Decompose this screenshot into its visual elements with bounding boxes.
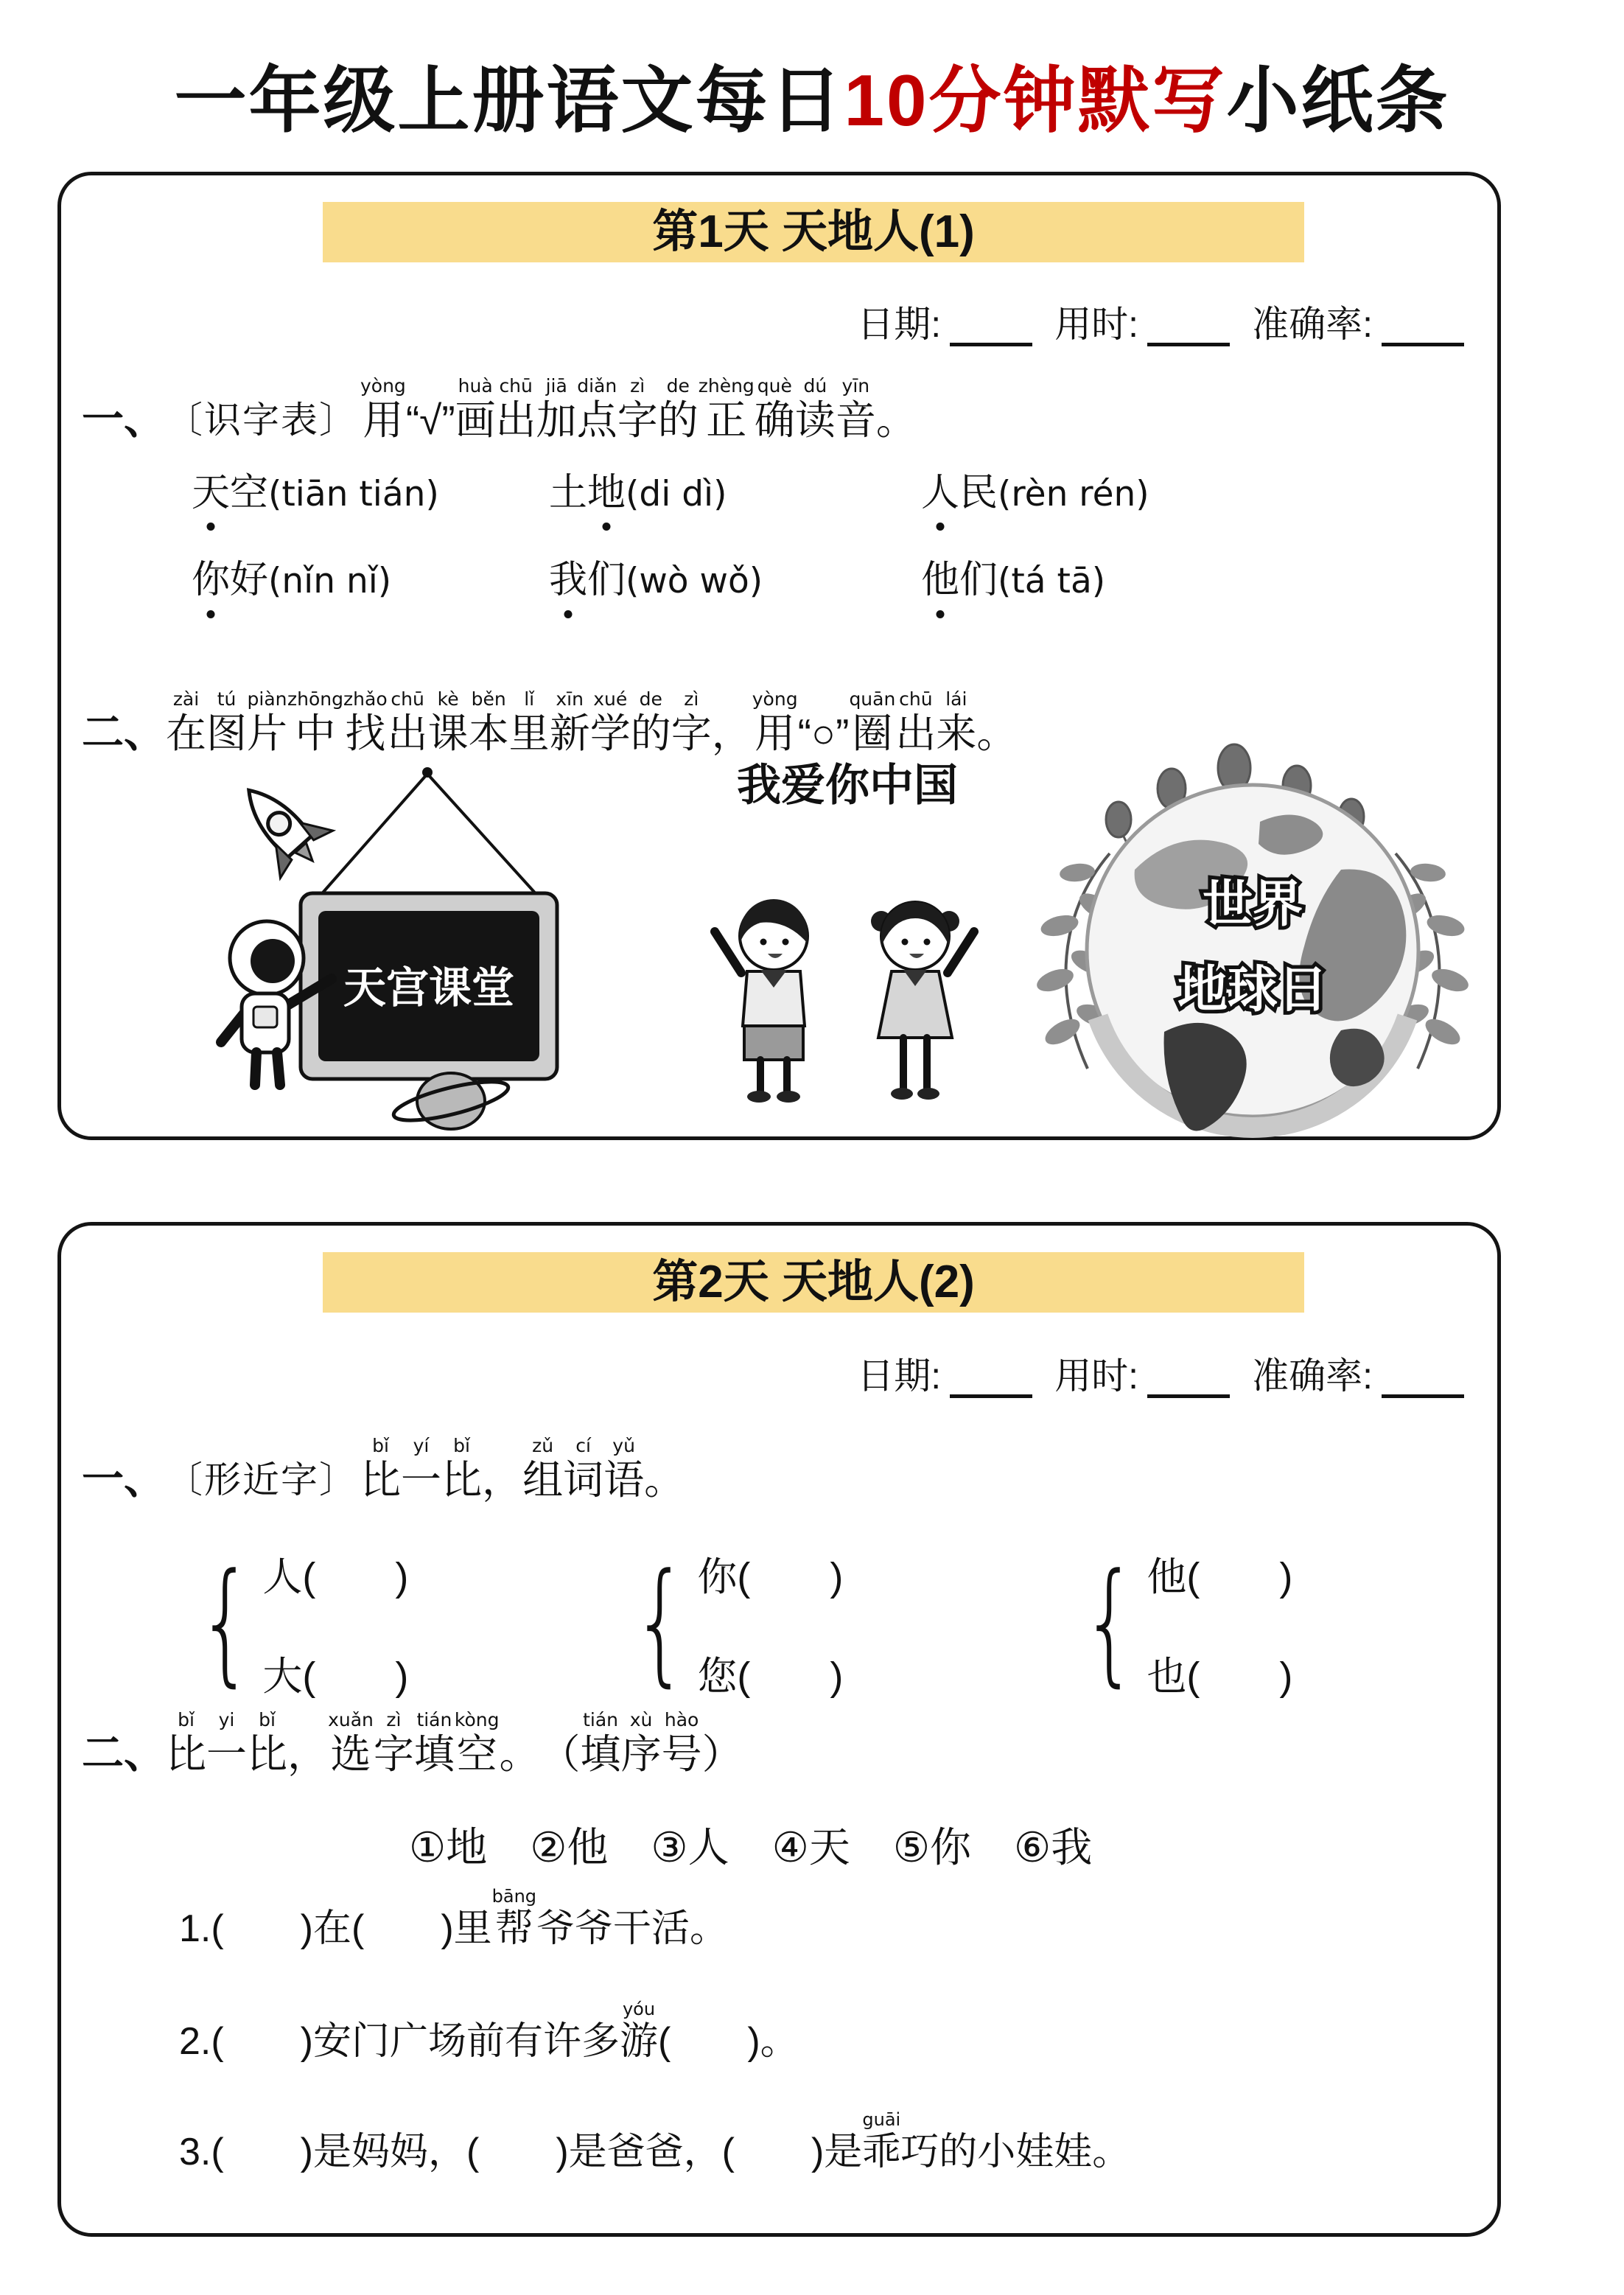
section-tag: 〔形近字〕 (166, 1459, 357, 1501)
dotted-character: 人 (921, 470, 959, 516)
dotted-character: 你 (192, 557, 230, 603)
section-instruction (166, 1708, 743, 1778)
ruby-segment: zì 字 (671, 688, 712, 756)
word-item (549, 470, 921, 516)
tiangong-classroom-illustration (206, 744, 604, 1135)
day2-section1-heading (82, 1434, 685, 1503)
ruby-segment: què 确 (754, 375, 795, 443)
section-instruction (360, 374, 917, 444)
date-label: 日期: (857, 1355, 942, 1397)
ruby-segment: tián 填 (580, 1709, 621, 1777)
ruby-segment: chū 出 (895, 688, 937, 756)
pair-word-blank: 他( ) (1147, 1555, 1293, 1599)
pinyin-choices: (tá tā) (998, 561, 1106, 602)
day1-banner: 第1天 天地人(1) (323, 202, 1304, 262)
ruby-segment: zǔ 组 (522, 1435, 564, 1503)
word-item (192, 470, 549, 516)
date-label: 日期: (857, 304, 942, 345)
sign-text: 天宫课堂 (343, 964, 515, 1012)
pair-word-blank: 您( ) (697, 1655, 844, 1699)
section-number: 二、 (82, 708, 166, 756)
compare-pair (1082, 1539, 1292, 1708)
pinyin-choices: (tiān tián) (268, 474, 439, 514)
page-title (0, 43, 1624, 147)
question-2 (179, 1998, 799, 2063)
pinyin-choices: (rèn rén) (998, 474, 1149, 514)
brace-icon: { (632, 1546, 689, 1700)
ruby-segment: 。 (644, 1457, 685, 1503)
word-item (921, 470, 1149, 516)
ruby-segment: běn 本 (468, 688, 509, 756)
date-blank (950, 304, 1032, 346)
ruby-segment: yí 一 (401, 1435, 442, 1503)
character: 们 (959, 559, 998, 602)
time-label: 用时: (1054, 1355, 1139, 1397)
ruby-segment: tián 填 (413, 1709, 455, 1777)
page-title-suffix: 小纸条 (1226, 60, 1450, 141)
ruby-segment: zhèng 正 (698, 375, 755, 443)
pair-word-blank: 人( ) (262, 1555, 409, 1599)
day2-banner: 第2天 天地人(2) (323, 1252, 1304, 1313)
character: 们 (587, 559, 626, 602)
pair-word-blank: 也( ) (1147, 1655, 1293, 1699)
ruby-segment: ( )。 (658, 2020, 799, 2063)
ruby-segment: 爷爷干活。 (536, 1907, 729, 1950)
ruby-segment: zài 在 (166, 688, 207, 756)
character-options-row (409, 1815, 1092, 1874)
character: 民 (959, 472, 998, 514)
option-item: ②他 (530, 1824, 609, 1870)
dotted-character: 地 (587, 470, 626, 516)
time-label: 用时: (1054, 304, 1139, 345)
ruby-segment: yi 一 (206, 1709, 248, 1777)
ruby-segment: zì 字 (617, 375, 658, 443)
option-item: ⑥我 (1014, 1824, 1093, 1870)
ruby-segment: dú 读 (794, 375, 836, 443)
ruby-segment: ， (482, 1457, 523, 1503)
ruby-segment: bǐ 比 (166, 1709, 207, 1777)
ruby-segment: zì 字 (373, 1709, 414, 1777)
compare-pair (197, 1539, 408, 1708)
ruby-segment: ， (711, 710, 752, 756)
ruby-segment: ， (287, 1731, 329, 1777)
world-earth-day-illustration (1024, 722, 1481, 1142)
i-love-china-svg (685, 752, 1009, 1135)
worksheet-card-day2 (57, 1222, 1501, 2237)
character: 空 (230, 472, 269, 514)
ruby-segment: jiā 加 (536, 375, 577, 443)
ruby-segment: diǎn 点 (576, 375, 617, 443)
pair-word-blank: 大( ) (262, 1655, 409, 1699)
ruby-segment: chū 出 (495, 375, 536, 443)
worksheet-card-day1 (57, 172, 1501, 1140)
ruby-segment: “√” (405, 397, 455, 443)
ruby-segment: zhǎo 找 (343, 688, 388, 756)
pinyin-choices: (wò wǒ) (626, 561, 763, 602)
section-tag: 〔识字表〕 (166, 399, 357, 441)
ruby-segment: xué 学 (589, 688, 631, 756)
ruby-segment: chū 出 (387, 688, 428, 756)
ruby-segment: kè 课 (427, 688, 469, 756)
option-item: ⑤你 (892, 1824, 972, 1870)
girl-figure (871, 902, 974, 1100)
section-number: 一、 (82, 1455, 166, 1503)
ruby-segment: xuǎn 选 (328, 1709, 374, 1777)
section-number: 一、 (82, 395, 166, 443)
character: 土 (549, 472, 588, 514)
ruby-segment: bǐ 比 (360, 1435, 402, 1503)
word-item (549, 557, 921, 603)
ruby-segment: xù 序 (620, 1709, 662, 1777)
ruby-segment: kòng 空 (454, 1709, 500, 1777)
ruby-segment: yīn 音 (835, 375, 876, 443)
ruby-segment: hào 号 (661, 1709, 702, 1777)
ruby-segment: “○” (797, 710, 850, 756)
ruby-segment: de 的 (657, 375, 699, 443)
ruby-segment: 。 (499, 1731, 540, 1777)
hanging-ropes (318, 774, 539, 898)
world-earth-day-svg (1024, 722, 1481, 1142)
dotted-character: 天 (192, 470, 230, 516)
option-item: ③人 (651, 1824, 729, 1870)
section-number: 二、 (82, 1729, 166, 1777)
ruby-segment: 。 (976, 710, 1018, 756)
ruby-segment: bǐ 比 (247, 1709, 288, 1777)
ruby-segment: 巧的小娃娃。 (900, 2131, 1131, 2173)
i-love-china-illustration (685, 752, 1009, 1135)
ruby-segment: yóu 游 (620, 1999, 659, 2063)
ruby-segment: zhōng 中 (287, 688, 344, 756)
accuracy-label: 准确率: (1252, 304, 1373, 345)
ruby-segment: 3.( )是妈妈，( )是爸爸，( )是 (179, 2131, 863, 2173)
ruby-segment: 2.( )安门广场前有许多 (179, 2020, 620, 2063)
ruby-segment: guāi 乖 (862, 2109, 901, 2173)
time-blank (1147, 304, 1230, 346)
ruby-segment: xīn 新 (549, 688, 590, 756)
ruby-segment: huà 画 (455, 375, 496, 443)
rocket-icon (223, 766, 339, 884)
ruby-segment: lái 来 (936, 688, 977, 756)
ruby-segment: quān 圈 (849, 688, 896, 756)
earth-day-line2: 地球日 (1177, 962, 1329, 1018)
ruby-segment: 1.( )在( )里 (179, 1907, 492, 1950)
question-1 (179, 1885, 728, 1950)
page-title-prefix: 一年级上册语文每日 (174, 60, 844, 141)
ruby-segment: piàn 片 (247, 688, 288, 756)
brace-icon: { (197, 1546, 254, 1700)
slogan-text: 我爱你中国 (737, 761, 958, 810)
character: 好 (230, 559, 269, 602)
ruby-segment: lǐ 里 (508, 688, 550, 756)
option-item: ①地 (409, 1824, 488, 1870)
accuracy-blank (1382, 304, 1464, 346)
tiangong-classroom-svg (206, 744, 604, 1135)
ruby-segment: yòng 用 (360, 375, 406, 443)
day1-section1-heading (82, 374, 917, 444)
day2-meta-row (857, 1346, 1464, 1400)
accuracy-blank (1382, 1356, 1464, 1398)
ruby-segment: yòng 用 (752, 688, 798, 756)
pinyin-choices: (di dì) (626, 474, 727, 514)
dotted-character: 我 (549, 557, 587, 603)
compare-pair (632, 1539, 843, 1708)
ruby-segment: bāng 帮 (491, 1886, 537, 1950)
section-instruction (360, 1434, 685, 1503)
ruby-segment: （ (539, 1731, 581, 1777)
dotted-character: 他 (921, 557, 959, 603)
page-title-highlight: 10分钟默写 (844, 60, 1227, 141)
word-item (921, 557, 1149, 603)
boy-figure (715, 899, 808, 1103)
ruby-segment: de 的 (630, 688, 671, 756)
planet-icon (391, 1073, 511, 1129)
question-3 (179, 2109, 1130, 2173)
ruby-segment: 。 (875, 397, 917, 443)
day2-section2-heading (82, 1708, 743, 1778)
globe (1087, 785, 1418, 1131)
option-item: ④天 (771, 1824, 850, 1870)
ruby-segment: tú 图 (206, 688, 248, 756)
day1-meta-row (857, 295, 1464, 348)
time-blank (1147, 1356, 1230, 1398)
pronunciation-word-list (192, 470, 1149, 604)
date-blank (950, 1356, 1032, 1398)
ruby-segment: bǐ 比 (441, 1435, 483, 1503)
word-item (192, 557, 549, 603)
brace-icon: { (1082, 1546, 1138, 1700)
ruby-segment: cí 词 (563, 1435, 604, 1503)
pinyin-choices: (nǐn nǐ) (268, 561, 392, 602)
ruby-segment: ） (701, 1731, 743, 1777)
ruby-segment: yǔ 语 (603, 1435, 645, 1503)
accuracy-label: 准确率: (1252, 1355, 1373, 1397)
pair-word-blank: 你( ) (697, 1555, 844, 1599)
earth-day-line1: 世界 (1202, 876, 1303, 932)
